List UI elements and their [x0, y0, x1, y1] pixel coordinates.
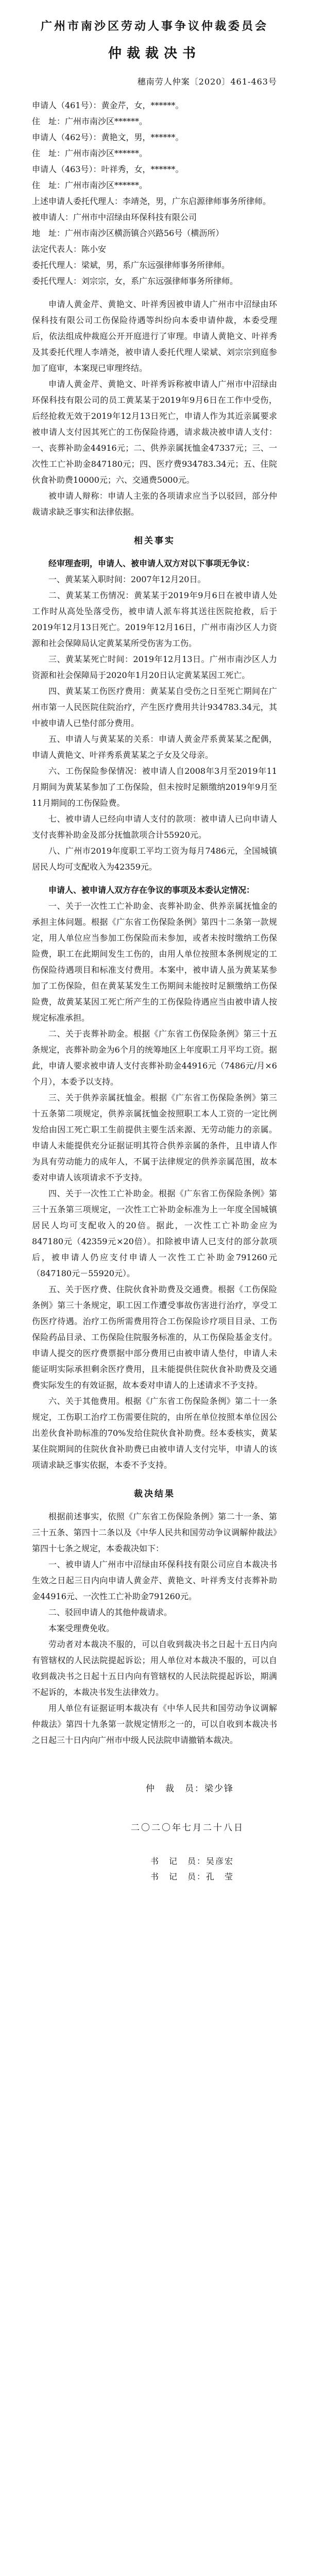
party-line: 住 址：广州市南沙区******。 [32, 148, 148, 158]
dispute-item: 二、关于丧葬补助金。根据《广东省工伤保险条例》第三十五条规定，丧葬补助金为6个月的统筹地区上年度职工月平均工资。据此，申请人要求被申请人支付丧葬补助金44916元（7486元/月×6个月），本委予以支持。 [32, 1029, 277, 1087]
party-line: 上述申请人委托代理人：李靖尧，男，广东启源律师事务所律师。 [32, 196, 271, 206]
fact-item: 三、黄某某死亡时间：2019年12月13日。广州市南沙区人力资源和社会保障局于2020年1月20日认定黄某某因工死亡。 [32, 654, 277, 680]
disputes-lead: 申请人、被申请人双方存在争议的事项及本委认定情况： [48, 885, 255, 895]
dispute-item: 六、关于其他费用。根据《广东省工伤保险条例》第二十一条规定，工伤职工治疗工伤需要住院的，由所在单位按照本单位因公出差伙食补助标准的70%发给住院伙食补助费。经本委核实，黄某某住院期间的住院伙食补助费已由被申请人支付完毕，申请人的该项请求缺乏事实依据，本委不予支持。 [32, 1396, 277, 1470]
dispute-item: 一、关于一次性工亡补助金、丧葬补助金、供养亲属抚恤金的承担主体问题。根据《广东省工伤保险条例》第四十二条第一款规定，用人单位应当参加工伤保险而未参加，或者未按时缴纳工伤保险费，职工在此期间发生工伤的，由用人单位按照本条例规定的工伤保险待遇项目和标准支付费用。本案中，被申请人虽为黄某某参加了工伤保险，但在黄某某发生工伤期间未能按时足额缴纳工伤保险费，故黄某某因工死亡所产生的工伤保险待遇应当由被申请人按规定标准承担。 [32, 901, 277, 1023]
fact-item: 二、黄某某工伤情况：黄某某于2019年9月6日在被申请人处工作时从高处坠落受伤，被申请人派车将其送往医院抢救，后于2019年12月13日死亡。2019年12月16日，广州市南沙区人力资源和社会保障局认定黄某某所受伤害为工伤。 [32, 590, 277, 648]
intro-block [32, 296, 277, 520]
party-line: 被申请人：广州市中沼绿由环保科技有限公司 [32, 212, 197, 222]
facts-lead: 经审理查明，申请人、被申请人双方对以下事项无争议： [48, 558, 255, 568]
fact-item: 六、工伤保险参保情况：被申请人自2008年3月至2019年11月期间为黄某某参加了工伤保险，但未按时足额缴纳2019年9月至11月期间的工伤保险费。 [32, 766, 277, 808]
ruling-item: 一、被申请人广州市中沼绿由环保科技有限公司应自本裁决书生效之日起三日内向申请人黄金芹、黄艳文、叶祥秀支付丧葬补助金44916元、一次性工亡补助金791260元。 [32, 1560, 277, 1601]
ruling-intro: 根据前述事实，依照《广东省工伤保险条例》第二十一条、第三十五条、第四十二条以及《中华人民共和国劳动争议调解仲裁法》第四十七条之规定，本委裁决如下： [32, 1512, 277, 1553]
clerk-signature: 书 记 员：吴彦宏 [150, 1856, 234, 1866]
intro-paragraph: 申请人黄金芹、黄艳文、叶祥秀诉称被申请人广州市中沼绿由环保科技有限公司的员工黄某某于2019年9月6日在工作中受伤，后经抢救无效于2019年12月13日死亡，申请人作为其近亲属要求被申请人支付因其死亡的工伤保险待遇，请求裁决被申请人支付：一、丧葬补助金44916元；二、供养亲属抚恤金47337元；三、一次性工亡补助金847180元；四、医疗费934783.34元；五、住院伙食补助费10000元；六、交通费5000元。 [32, 379, 277, 485]
parties-block [32, 97, 277, 289]
disputes-block [32, 882, 277, 1473]
party-line: 委托代理人：刘宗宗，女，系广东远强律师事务所律师。 [32, 276, 238, 286]
dispute-item: 四、关于一次性工亡补助金。根据《广东省工伤保险条例》第三十五条第三项规定，一次性工亡补助金标准为上一年度全国城镇居民人均可支配收入的20倍。据此，一次性工亡补助金应为847180元（42359元×20倍）。扣除被申请人已支付的部分款项后，被申请人仍应支付申请人一次性工亡补助金791260元（847180元－55920元）。 [32, 1189, 277, 1278]
ruling-heading: 裁决结果 [134, 1489, 175, 1499]
dispute-item: 五、关于医疗费、住院伙食补助费及交通费。根据《工伤保险条例》第三十条规定，职工因工作遭受事故伤害进行治疗，享受工伤医疗待遇。治疗工伤所需费用符合工伤保险诊疗项目目录、工伤保险药品目录、工伤保险住院服务标准的，从工伤保险基金支付。申请人提交的医疗费票据中部分费用已由被申请人垫付，申请人未能证明实际承担剩余医疗费用，且未能提供住院伙食补助费及交通费实际发生的有效证据，故本委对申请人的上述请求不予支持。 [32, 1284, 277, 1390]
party-line: 申请人（462号）：黄艳文，男，******。 [32, 132, 184, 142]
fact-item: 五、申请人与黄某某的关系：申请人黄金芹系黄某某之配偶，申请人黄艳文、叶祥秀系黄某某之子女及父母亲。 [32, 734, 277, 760]
party-line: 申请人（461号）：黄金芹，女，******。 [32, 100, 184, 110]
dispute-item: 三、关于供养亲属抚恤金。根据《广东省工伤保险条例》第三十五条第二项规定，供养亲属抚恤金按照职工本人工资的一定比例发给由因工死亡职工生前提供主要生活来源、无劳动能力的亲属。申请人未能提供充分证据证明其符合供养亲属的条件，且申请人作为具有劳动能力的成年人，不属于法律规定的供养亲属范围，故本委对申请人该项请求不予支持。 [32, 1093, 277, 1182]
party-line: 地 址：广州市南沙区横沥镇合兴路56号（横沥所） [32, 228, 224, 238]
clerk-block [32, 1854, 277, 1885]
fact-item: 七、被申请人已经向申请人支付的款项：被申请人已向申请人支付丧葬补助金及部分抚恤款项合计55920元。 [32, 814, 277, 840]
award-date: 二〇二〇年七月二十八日 [131, 1823, 244, 1833]
party-line: 委托代理人：梁斌，男，系广东远强律师事务所律师。 [32, 260, 230, 270]
ruling-block [32, 1509, 277, 1748]
signature-block [32, 1781, 277, 1885]
facts-heading: 相关事实 [134, 536, 175, 546]
facts-block [32, 555, 277, 875]
party-line: 住 址：广州市南沙区******。 [32, 180, 148, 190]
party-line: 法定代表人：陈小安 [32, 244, 107, 254]
fact-item: 一、黄某某入职时间：2007年12月20日。 [48, 574, 206, 584]
closing-paragraph: 本案受理费免收。 [48, 1623, 115, 1633]
tribunal-name: 广州市南沙区劳动人事争议仲裁委员会 [40, 20, 268, 33]
fact-item: 八、广州市2019年度职工平均工资为每月7486元，全国城镇居民人均可支配收入为42359元。 [32, 846, 277, 872]
document-title: 仲裁裁决书 [108, 46, 201, 61]
ruling-item: 二、驳回申请人的其他仲裁请求。 [48, 1607, 173, 1617]
case-number: 穗南劳人仲案〔2020〕461-463号 [137, 77, 277, 87]
party-line: 住 址：广州市南沙区******。 [32, 116, 148, 126]
intro-paragraph: 被申请人辩称：申请人主张的各项请求应当予以驳回，部分仲裁请求缺乏事实和法律依据。 [32, 491, 277, 517]
closing-paragraph: 劳动者对本裁决不服的，可以自收到裁决书之日起十五日内向有管辖权的人民法院提起诉讼；用人单位对本裁决不服的，可以自收到裁决书之日起十五日内向有管辖权的人民法院提起诉讼，期满不起诉的，本裁决书发生法律效力。 [32, 1639, 277, 1697]
intro-paragraph: 申请人黄金芹、黄艳文、叶祥秀因被申请人广州市中沼绿由环保科技有限公司工伤保险待遇等纠纷向本委申请仲裁，本委受理后，依法组成仲裁庭公开开庭进行了审理。申请人黄艳文、叶祥秀及其委托代理人李靖尧，被申请人委托代理人梁斌、刘宗宗到庭参加了庭审，本案现已审理终结。 [32, 299, 277, 373]
arbitrator-signature: 仲 裁 员：梁少锋 [146, 1784, 234, 1794]
closing-paragraph: 用人单位有证据证明本裁决有《中华人民共和国劳动争议调解仲裁法》第四十九条第一款规定情形之一的，可以自收到本裁决书之日起三十日内向广州市中级人民法院申请撤销本裁决。 [32, 1703, 277, 1745]
fact-item: 四、黄某某工伤医疗费用：黄某某自受伤之日至死亡期间在广州市第一人民医院住院治疗，产生医疗费用共计934783.34元，其中被申请人已垫付部分费用。 [32, 686, 277, 728]
clerk-signature: 书 记 员：孔 莹 [150, 1872, 234, 1882]
party-line: 申请人（463号）：叶祥秀，女，******。 [32, 164, 184, 174]
